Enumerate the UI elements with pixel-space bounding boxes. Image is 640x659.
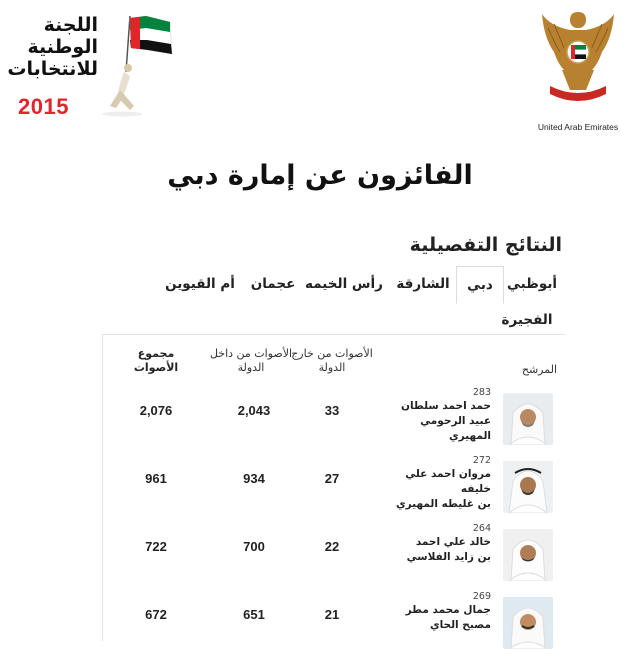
- candidate-photo: [503, 529, 553, 581]
- candidate-name: [381, 399, 491, 444]
- logo-line-3: للانتخابات: [7, 58, 98, 80]
- results-table: [102, 334, 565, 641]
- tab-ajman[interactable]: عجمان: [250, 276, 296, 292]
- votes-domestic-value: 2,043: [237, 403, 271, 418]
- election-committee-logo: [7, 10, 176, 120]
- candidate-photo: [503, 393, 553, 445]
- votes-domestic-value: 700: [243, 539, 265, 554]
- candidate-name: [381, 535, 491, 565]
- election-year: 2015: [18, 94, 69, 119]
- header-total: [121, 347, 191, 375]
- page-title: الفائزون عن إمارة دبي: [167, 160, 473, 191]
- header-total-line1: مجموع: [137, 347, 175, 360]
- tab-abu-dhabi[interactable]: أبوظبي: [506, 276, 558, 292]
- votes-domestic-value: 934: [243, 471, 265, 486]
- total-votes-value: 672: [145, 607, 167, 622]
- emirate-tabs: [134, 266, 558, 336]
- tab-umm-al-quwain[interactable]: أم القيوين: [165, 276, 235, 292]
- candidate-name-line: جمال محمد مطر: [405, 604, 491, 616]
- candidate-name-line: المهيري: [449, 430, 491, 442]
- tab-dubai[interactable]: دبي: [456, 266, 504, 304]
- table-row: [103, 387, 565, 455]
- header-candidate: المرشح: [521, 363, 557, 376]
- header-total-line2: الأصوات: [133, 361, 179, 374]
- votes-domestic-value: 651: [243, 607, 265, 622]
- election-logo-text: [7, 14, 98, 80]
- candidate-name-line: بن غليطه المهيري: [396, 498, 491, 510]
- total-votes-value: 2,076: [139, 403, 173, 418]
- logo-line-1: اللجنة: [43, 14, 98, 36]
- header-votes-domestic-line2: الدولة: [237, 361, 265, 374]
- candidate-number: 272: [472, 455, 491, 466]
- uae-emblem-logo: [526, 8, 630, 132]
- total-votes-value: 722: [145, 539, 167, 554]
- flag-runner-icon: [100, 10, 176, 120]
- header-votes-abroad: [289, 347, 375, 375]
- header-votes-domestic-line1: الأصوات من داخل: [209, 347, 293, 360]
- table-row: [103, 455, 565, 523]
- total-votes-value: 961: [145, 471, 167, 486]
- header-votes-abroad-line2: الدولة: [318, 361, 346, 374]
- table-row: [103, 591, 565, 659]
- uae-eagle-emblem-icon: [540, 8, 616, 108]
- tab-sharjah[interactable]: الشارقة: [396, 276, 450, 292]
- table-row: [103, 523, 565, 591]
- section-title: النتائج التفصيلية: [409, 234, 562, 256]
- candidate-photo: [503, 461, 553, 513]
- candidate-number: 283: [472, 387, 491, 398]
- candidate-name-line: خليفه: [460, 483, 491, 495]
- candidate-name-line: مروان احمد علي: [405, 468, 491, 480]
- candidate-number: 269: [472, 591, 491, 602]
- header-votes-abroad-line1: الأصوات من خارج: [291, 347, 373, 360]
- candidate-name-line: عبيد الرحومي: [420, 415, 491, 427]
- candidate-name: [381, 467, 491, 512]
- votes-abroad-value: 22: [324, 539, 340, 554]
- votes-abroad-value: 27: [324, 471, 340, 486]
- candidate-photo: [503, 597, 553, 649]
- tab-fujairah[interactable]: الفجيرة: [501, 312, 553, 328]
- candidate-number: 264: [472, 523, 491, 534]
- candidate-name-line: خالد علي احمد: [415, 536, 491, 548]
- candidate-name-line: بن زايد الفلاسي: [406, 551, 491, 563]
- candidate-name-line: حمد احمد سلطان: [401, 400, 491, 412]
- logo-line-2: الوطنية: [27, 36, 98, 58]
- votes-abroad-value: 33: [324, 403, 340, 418]
- votes-abroad-value: 21: [324, 607, 340, 622]
- candidate-name-line: مصبح الحاي: [429, 619, 491, 631]
- tab-ras-al-khaimah[interactable]: رأس الخيمه: [305, 276, 383, 292]
- header-votes-domestic: [207, 347, 295, 375]
- candidate-name: [381, 603, 491, 633]
- uae-caption: United Arab Emirates: [537, 122, 619, 132]
